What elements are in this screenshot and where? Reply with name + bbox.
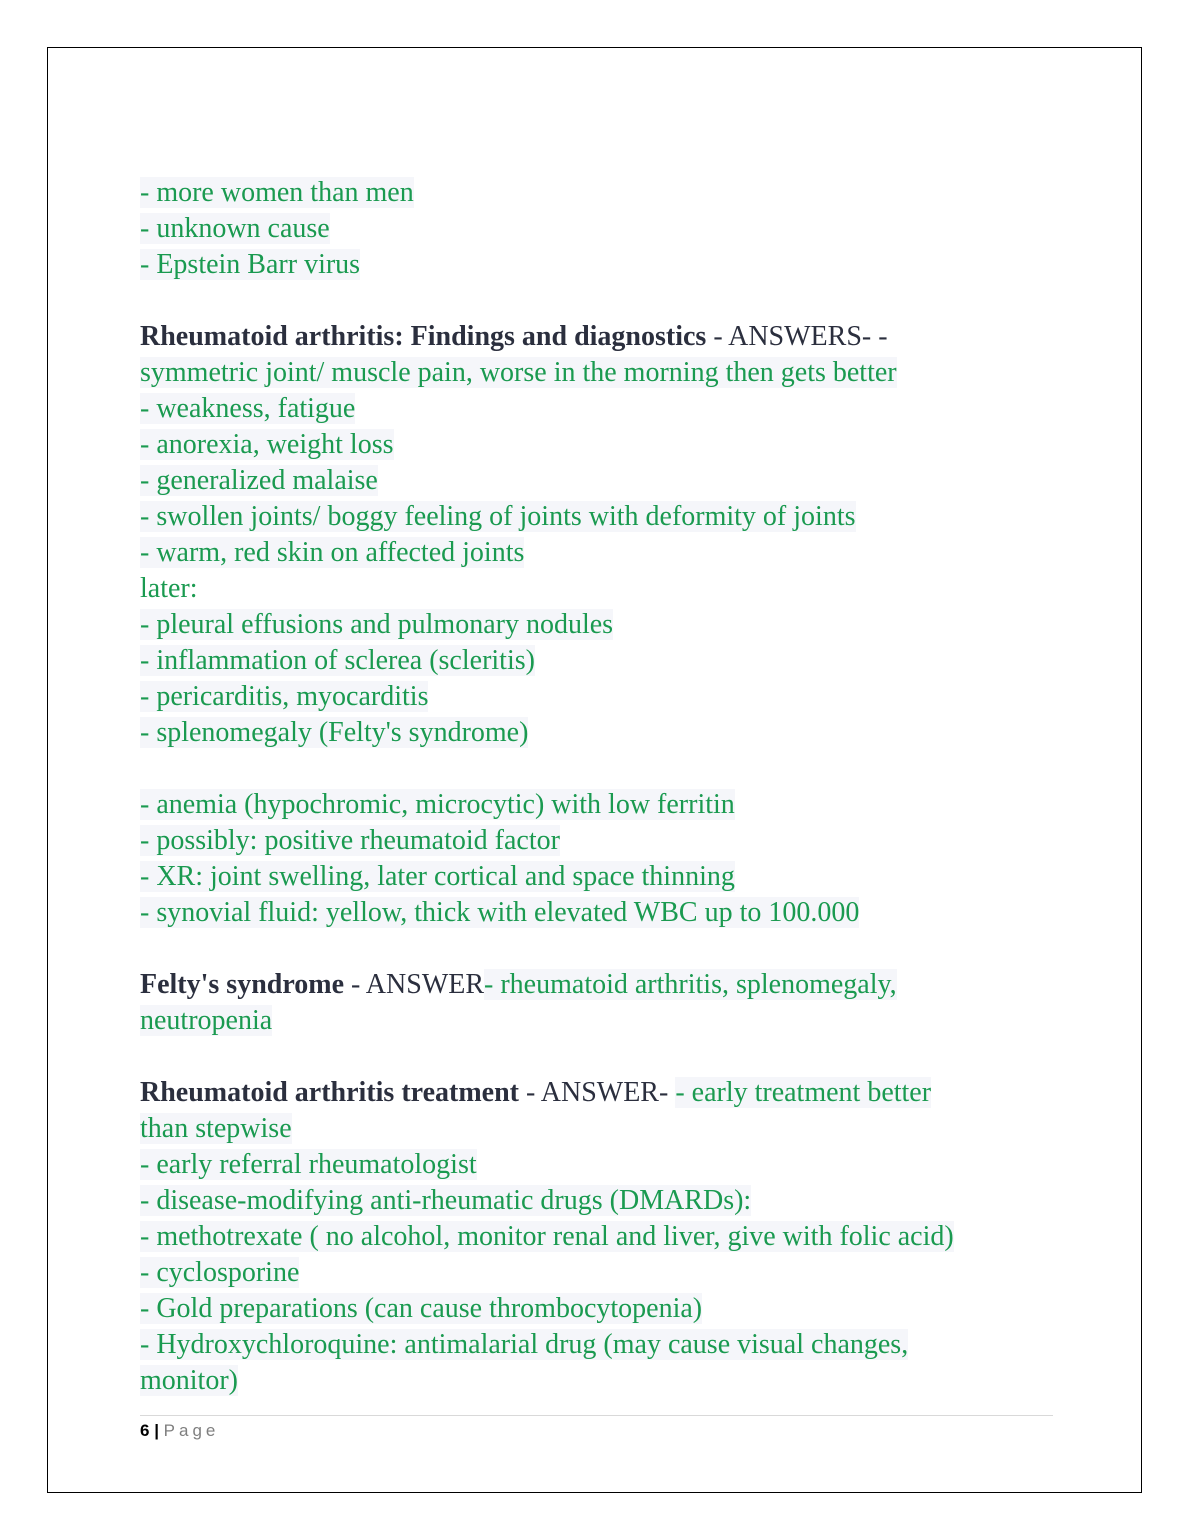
answer-item: - methotrexate ( no alcohol, monitor renal and liver, give with folic acid) [140,1221,954,1252]
answer-item: - splenomegaly (Felty's syndrome) [140,717,529,748]
answer-item: - possibly: positive rheumatoid factor [140,825,560,856]
answer-item: - weakness, fatigue [140,393,356,424]
later-label: later: [140,573,198,604]
answer-item: - pericarditis, myocarditis [140,681,429,712]
page-footer: 6 | Page [140,1421,220,1440]
answer-item: - anorexia, weight loss [140,429,394,460]
answer-item: - inflammation of sclerea (scleritis) [140,645,535,676]
intro-item: - unknown cause [140,213,330,244]
answer-item: - pleural effusions and pulmonary nodules [140,609,614,640]
footer-divider [140,1415,1053,1416]
answer-item: - synovial fluid: yellow, thick with elevated WBC up to 100.000 [140,897,860,928]
page-number: 6 [140,1421,150,1440]
answer-item: - swollen joints/ boggy feeling of joints with deformity of joints [140,501,856,532]
answer-item: neutropenia [140,1005,273,1036]
answer-item: - Hydroxychloroquine: antimalarial drug (may cause visual changes, [140,1329,909,1360]
question-heading: Rheumatoid arthritis treatment - ANSWER- - early treatment better [140,1077,932,1108]
answer-item: monitor) [140,1365,238,1396]
answer-item: - generalized malaise [140,465,378,496]
answer-item: - XR: joint swelling, later cortical and space thinning [140,861,735,892]
answer-item: - warm, red skin on affected joints [140,537,525,568]
answer-item: than stepwise [140,1113,292,1144]
answer-item: - early referral rheumatologist [140,1149,477,1180]
page-label: Page [163,1421,220,1440]
answer-item: - anemia (hypochromic, microcytic) with low ferritin [140,789,735,820]
question-heading: Rheumatoid arthritis: Findings and diagnostics - ANSWERS- - [140,321,888,352]
answer-item: - cyclosporine [140,1257,300,1288]
answer-item: symmetric joint/ muscle pain, worse in the morning then gets better [140,357,897,388]
intro-item: - Epstein Barr virus [140,249,361,280]
intro-item: - more women than men [140,177,414,208]
document-body [140,175,1060,1399]
answer-item: - disease-modifying anti-rheumatic drugs (DMARDs): [140,1185,752,1216]
answer-item: - Gold preparations (can cause thrombocytopenia) [140,1293,703,1324]
question-heading: Felty's syndrome - ANSWER- rheumatoid arthritis, splenomegaly, [140,969,897,1000]
